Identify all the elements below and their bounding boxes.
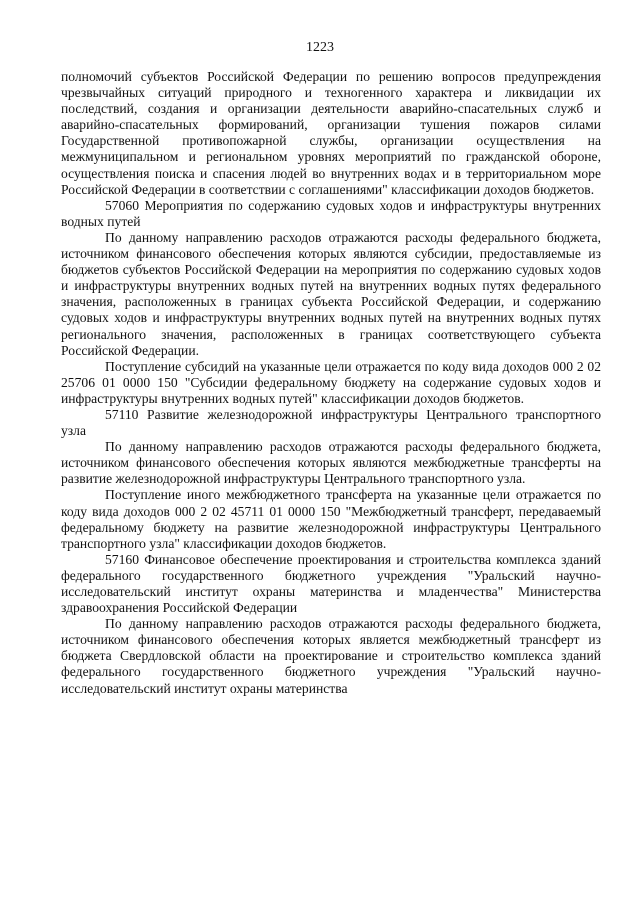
section-heading-57060: 57060 Мероприятия по содержанию судовых ходов и инфраструктуры внутренних водных путей	[61, 197, 601, 229]
paragraph-57160-description: По данному направлению расходов отражаются расходы федерального бюджета, источником финансового обеспечения которых является межбюджетный трансферт из бюджета Свердловской области на проектирование и строительство комплекса зданий федерального государственного бюджетного учреждения "Уральский научно-исследовательский институт охраны материнства	[61, 616, 601, 696]
document-body	[61, 69, 601, 697]
section-heading-57160: 57160 Финансовое обеспечение проектирования и строительства комплекса зданий федерального государственного бюджетного учреждения "Уральский научно-исследовательский институт охраны материнства и младенчества" Министерства здравоохранения Российской Федерации	[61, 551, 601, 616]
paragraph-57110-income-code: Поступление иного межбюджетного трансферта на указанные цели отражается по коду вида доходов 000 2 02 45711 01 0000 150 "Межбюджетный трансферт, передаваемый федеральному бюджету на развитие железнодорожной инфраструктуры Центрального транспортного узла" классификации доходов бюджетов.	[61, 487, 601, 551]
section-heading-57110: 57110 Развитие железнодорожной инфраструктуры Центрального транспортного узла	[61, 406, 601, 439]
paragraph-57110-description: По данному направлению расходов отражаются расходы федерального бюджета, источником финансового обеспечения которых являются межбюджетные трансферты на развитие железнодорожной инфраструктуры Центрального транспортного узла.	[61, 439, 601, 487]
page-number: 1223	[306, 40, 334, 55]
paragraph-57060-description: По данному направлению расходов отражаются расходы федерального бюджета, источником финансового обеспечения которых являются субсидии, предоставляемые из бюджетов субъектов Российской Федерации на мероприятия по содержанию судовых ходов и инфраструктуры внутренних водных путей на внутренних водных путях федерального значения, расположенных в границах субъекта Российской Федерации, и содержанию судовых ходов и инфраструктуры внутренних водных путей на внутренних водных путях регионального значения, расположенных в границах соответствующего субъекта Российской Федерации.	[61, 229, 601, 358]
paragraph-continuation: полномочий субъектов Российской Федерации по решению вопросов предупреждения чрезвычайных ситуаций природного и техногенного характера и ликвидации их последствий, создания и организации деятельности аварийно-спасательных служб и аварийно-спасательных формирований, организации тушения пожаров силами Государственной противопожарной службы, организации осуществления на межмуниципальном и региональном уровнях мероприятий по гражданской обороне, осуществления поиска и спасения людей во внутренних водах и в территориальном море Российской Федерации в соответствии с соглашениями" классификации доходов бюджетов.	[61, 69, 601, 197]
paragraph-57060-income-code: Поступление субсидий на указанные цели отражается по коду вида доходов 000 2 02 25706 01 0000 150 "Субсидии федеральному бюджету на содержание судовых ходов и инфраструктуры внутренних водных путей" классификации доходов бюджетов.	[61, 358, 601, 406]
